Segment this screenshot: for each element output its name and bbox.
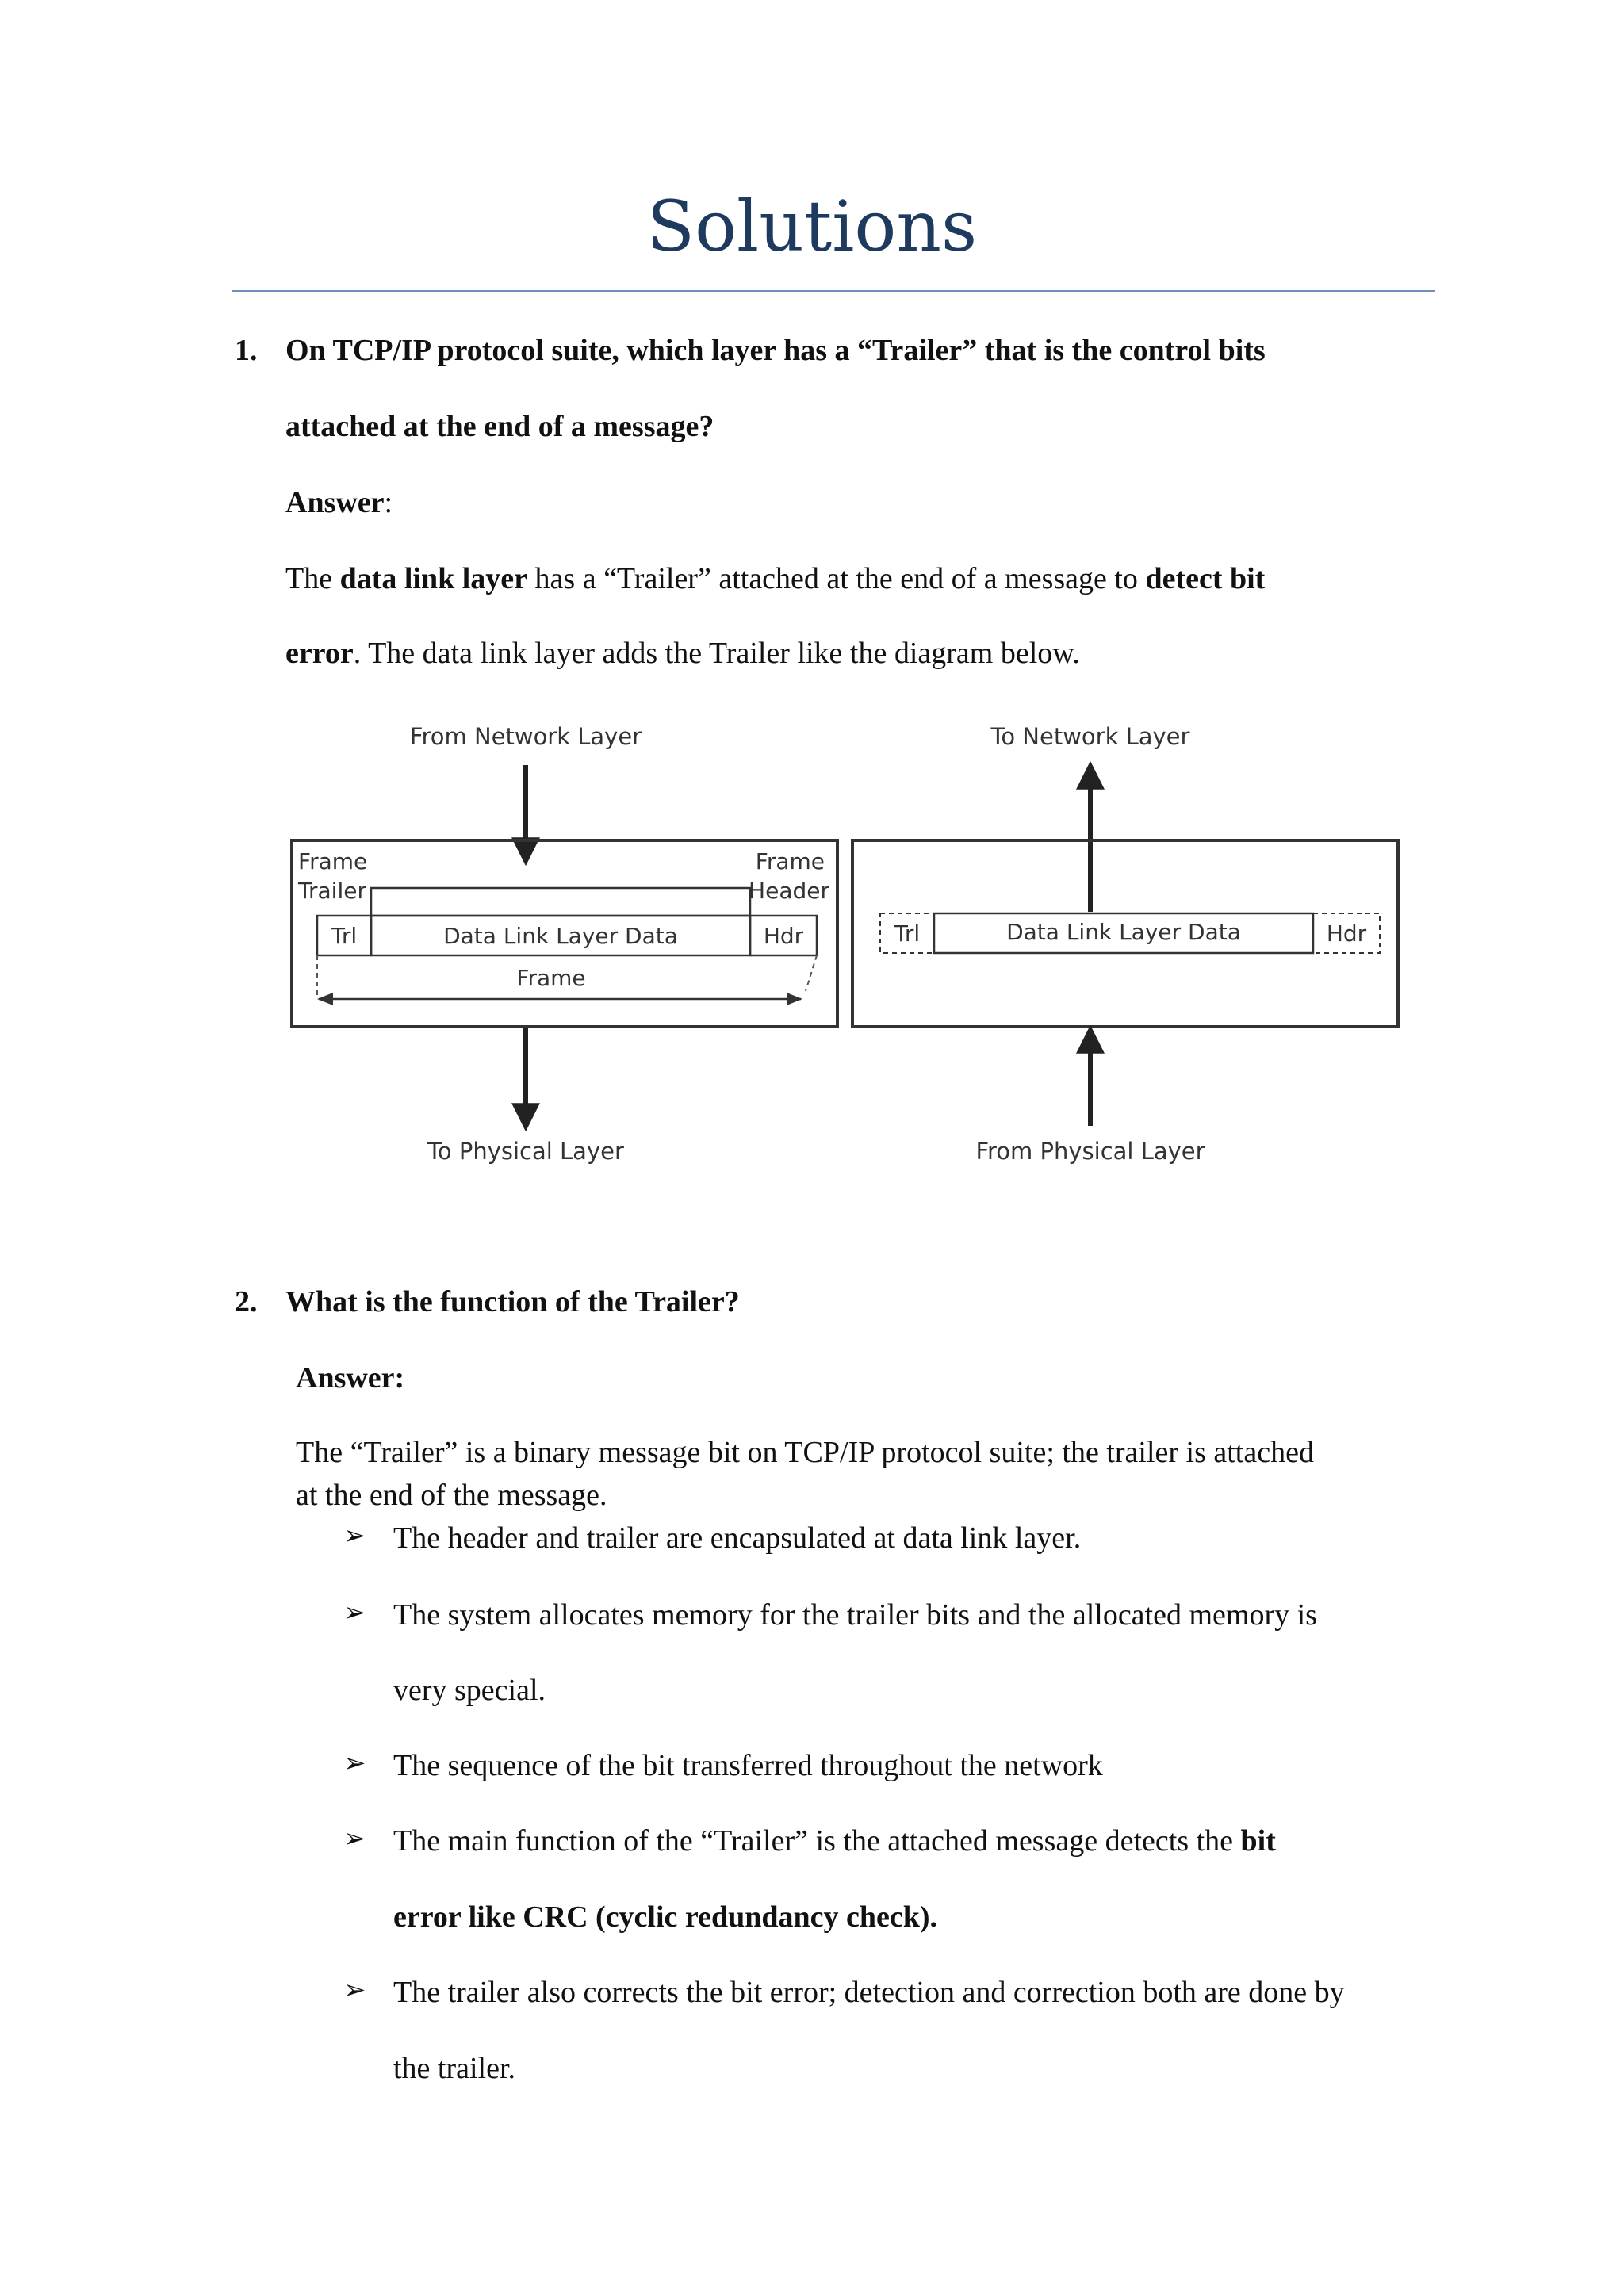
question-2-intro-line-1: The “Trailer” is a binary message bit on TCP/IP protocol suite; the trailer is attached — [296, 1436, 1314, 1469]
question-1-answer-line-1 — [285, 561, 1265, 598]
answer-1-text: . The data link layer adds the Trailer like the diagram below. — [353, 637, 1080, 670]
frame-trailer-label-line-2: Trailer — [298, 878, 366, 904]
frame-header-label-line-1: Frame — [755, 848, 825, 874]
network-data-box — [371, 888, 750, 916]
question-2-number: 2. — [235, 1285, 258, 1318]
bullet-2-text-line-2: very special. — [393, 1674, 546, 1707]
answer-label-colon: : — [384, 486, 393, 519]
answer-label-text: Answer — [285, 486, 385, 519]
header-box-label: Hdr — [763, 923, 804, 949]
title-underline — [232, 290, 1435, 292]
bullet-arrow-icon: ➢ — [343, 1521, 366, 1551]
bullet-4-text-line-1 — [393, 1823, 1276, 1860]
bullet-4-text-line-2: error like CRC (cyclic redundancy check). — [393, 1900, 938, 1934]
frame-span-right-guide — [806, 955, 817, 991]
page-title: Solutions — [646, 186, 978, 267]
bullet-arrow-icon: ➢ — [343, 1749, 366, 1778]
answer-1-bold-detect-bit: detect bit — [1145, 562, 1266, 595]
bullet-4-text: The main function of the “Trailer” is the attached message detects the — [393, 1824, 1241, 1858]
question-2-text: What is the function of the Trailer? — [285, 1285, 740, 1318]
bullet-2-text-line-1: The system allocates memory for the trailer bits and the allocated memory is — [393, 1598, 1317, 1632]
answer-1-text: The — [285, 562, 340, 595]
received-data-label: Data Link Layer Data — [1006, 919, 1241, 945]
bullet-4-bold-bit: bit — [1240, 1824, 1276, 1858]
answer-1-bold-error: error — [285, 637, 354, 670]
answer-1-bold-data-link-layer: data link layer — [339, 562, 528, 595]
bullet-arrow-icon: ➢ — [343, 1976, 366, 2005]
question-2-intro-line-2: at the end of the message. — [296, 1479, 607, 1512]
bullet-5-text-line-1: The trailer also corrects the bit error; detection and correction both are done by — [393, 1976, 1345, 2009]
header-box-dashed-label: Hdr — [1326, 920, 1367, 947]
question-1-text-line-2: attached at the end of a message? — [285, 410, 714, 443]
bullet-3-text: The sequence of the bit transferred throughout the network — [393, 1749, 1103, 1782]
trailer-box-label: Trl — [331, 923, 358, 949]
bullet-arrow-icon: ➢ — [343, 1598, 366, 1628]
frame-span-label: Frame — [516, 965, 586, 991]
question-1-number: 1. — [235, 334, 258, 367]
frame-trailer-label-line-1: Frame — [298, 848, 368, 874]
data-link-layer-diagram — [285, 718, 1411, 1181]
question-1-text-line-1: On TCP/IP protocol suite, which layer has a “Trailer” that is the control bits — [285, 334, 1266, 367]
answer-1-text: has a “Trailer” attached at the end of a message to — [527, 562, 1146, 595]
to-network-layer-label: To Network Layer — [990, 723, 1190, 750]
frame-header-label-line-2: Header — [749, 878, 829, 904]
bullet-5-text-line-2: the trailer. — [393, 2052, 516, 2085]
bullet-arrow-icon: ➢ — [343, 1824, 366, 1854]
bullet-1-text: The header and trailer are encapsulated at data link layer. — [393, 1521, 1082, 1555]
question-1-answer-line-2 — [285, 636, 1080, 672]
question-2-answer-label: Answer: — [296, 1361, 405, 1395]
question-1-answer-label — [285, 485, 393, 522]
from-network-layer-label: From Network Layer — [409, 723, 642, 750]
from-physical-layer-label: From Physical Layer — [975, 1138, 1205, 1165]
data-link-layer-data-label: Data Link Layer Data — [443, 923, 678, 949]
trailer-box-dashed-label: Trl — [894, 920, 921, 947]
to-physical-layer-label: To Physical Layer — [427, 1138, 624, 1165]
